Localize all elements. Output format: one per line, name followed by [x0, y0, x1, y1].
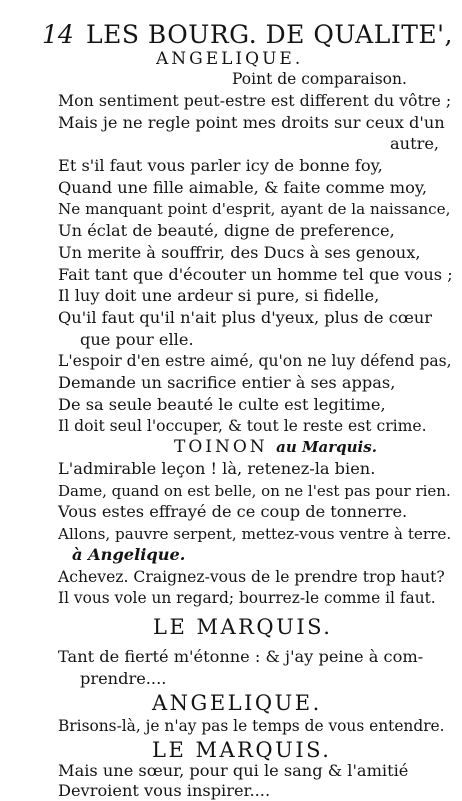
page-number: 14: [42, 20, 74, 49]
verse-line: Il doit seul l'occuper, & tout le reste est crime.: [58, 417, 427, 435]
verse-line: Dame, quand on est belle, on ne l'est pas pour rien.: [58, 482, 451, 500]
verse-line: Devroient vous inspirer....: [58, 781, 271, 800]
verse-line: Allons, pauvre serpent, mettez-vous ventre à terre.: [58, 525, 452, 543]
verse-line: De sa seule beauté le culte est legitime,: [58, 395, 386, 414]
verse-line: que pour elle.: [80, 330, 194, 349]
verse-line: Un éclat de beauté, digne de preference,: [58, 221, 395, 240]
verse-line: Fait tant que d'écouter un homme tel que vous ;: [58, 265, 453, 284]
verse-line: Tant de fierté m'étonne : & j'ay peine à com-: [58, 647, 424, 666]
verse-line: Ne manquant point d'esprit, ayant de la naissance,: [58, 200, 451, 218]
speaker-name: ANGELIQUE.: [152, 691, 322, 715]
verse-line: Quand une fille aimable, & faite comme moy,: [58, 178, 428, 197]
verse-line: L'admirable leçon ! là, retenez-la bien.: [58, 459, 376, 478]
running-title: LES BOURG. DE QUALITE',: [86, 20, 453, 49]
verse-line: prendre....: [80, 669, 167, 688]
speaker-name: ANGELIQUE.: [156, 49, 304, 69]
verse-line: Et s'il faut vous parler icy de bonne foy,: [58, 156, 383, 175]
speaker-heading: [174, 437, 377, 457]
speaker-name: TOINON: [174, 437, 268, 457]
verse-line: Qu'il faut qu'il n'ait plus d'yeux, plus de cœur: [58, 308, 432, 327]
verse-line: autre,: [390, 134, 440, 153]
verse-line: Il vous vole un regard; bourrez-le comme il faut.: [58, 589, 436, 607]
verse-line: L'espoir d'en estre aimé, qu'on ne luy défend pas,: [58, 352, 452, 370]
verse-line: Demande un sacrifice entier à ses appas,: [58, 373, 396, 392]
verse-line: Point de comparaison.: [232, 70, 407, 88]
verse-line: Mon sentiment peut-estre est different du vôtre ;: [58, 91, 452, 110]
verse-line: Achevez. Craignez-vous de le prendre trop haut?: [58, 568, 445, 586]
stage-direction: à Angelique.: [72, 545, 186, 564]
verse-line: Un merite à souffrir, des Ducs à ses genoux,: [58, 243, 421, 262]
verse-line: Mais je ne regle point mes droits sur ceux d'un: [58, 113, 445, 132]
verse-line: Vous estes effrayé de ce coup de tonnerre.: [58, 502, 408, 521]
speaker-name: LE MARQUIS.: [152, 738, 332, 762]
verse-line: Brisons-là, je n'ay pas le temps de vous entendre.: [58, 717, 445, 735]
speaker-name: LE MARQUIS.: [153, 615, 333, 639]
verse-line: Mais une sœur, pour qui le sang & l'amitié: [58, 761, 409, 780]
verse-line: Il luy doit une ardeur si pure, si fidelle,: [58, 286, 380, 305]
speaker-addressee: au Marquis.: [276, 438, 377, 456]
